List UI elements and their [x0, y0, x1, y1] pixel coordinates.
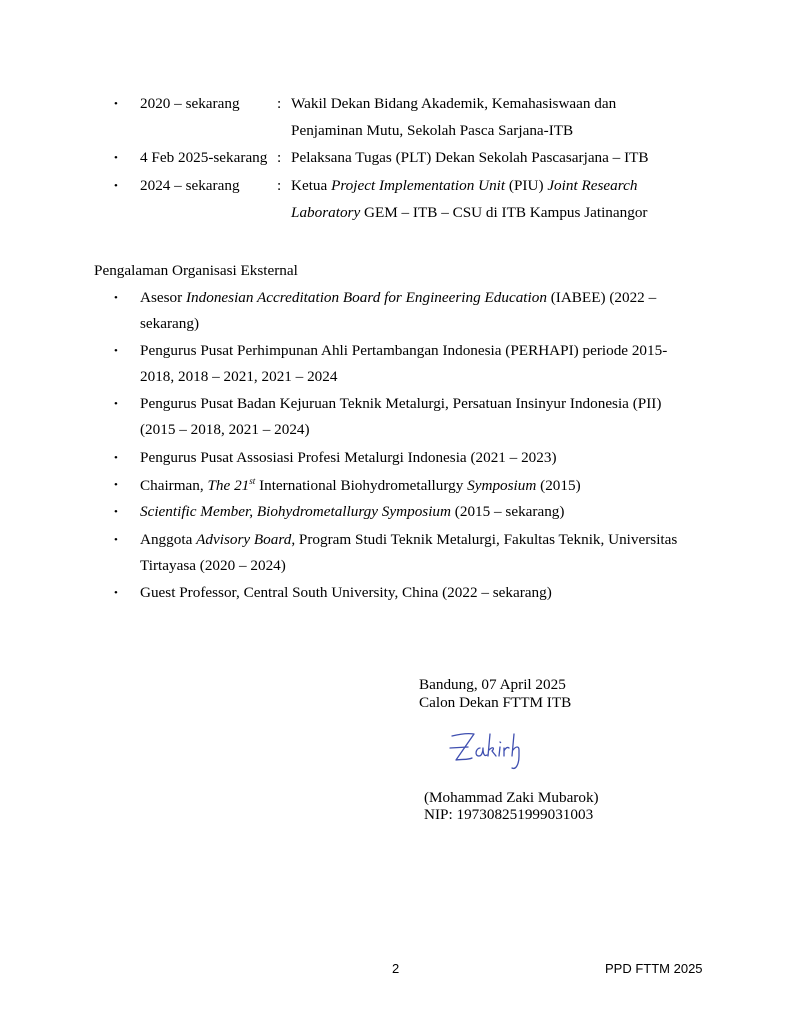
- list-item: Guest Professor, Central South University, China (2022 – sekarang): [140, 584, 552, 601]
- bullet: •: [114, 479, 118, 491]
- signature-image: [446, 726, 546, 774]
- bullet: •: [114, 152, 118, 164]
- role-text: Laboratory GEM – ITB – CSU di ITB Kampus Jatinangor: [291, 204, 648, 221]
- role-period: 4 Feb 2025-sekarang: [140, 149, 268, 166]
- page-number: 2: [392, 961, 400, 976]
- signatory-name: (Mohammad Zaki Mubarok): [424, 789, 599, 806]
- list-item: Scientific Member, Biohydrometallurgy Symposium (2015 – sekarang): [140, 503, 565, 520]
- bullet: •: [114, 292, 118, 304]
- position-title: Calon Dekan FTTM ITB: [419, 694, 572, 711]
- place-date: Bandung, 07 April 2025: [419, 676, 566, 693]
- bullet: •: [114, 452, 118, 464]
- list-item-cont: (2015 – 2018, 2021 – 2024): [140, 421, 310, 438]
- role-period: 2020 – sekarang: [140, 95, 240, 112]
- list-item-cont: 2018, 2018 – 2021, 2021 – 2024: [140, 368, 338, 385]
- list-item-cont: sekarang): [140, 315, 200, 332]
- list-item: Asesor Indonesian Accreditation Board for Engineering Education (IABEE) (2022 –: [140, 289, 657, 306]
- list-item: Pengurus Pusat Badan Kejuruan Teknik Metalurgi, Persatuan Insinyur Indonesia (PII): [140, 395, 662, 412]
- colon: :: [277, 149, 282, 166]
- role-period: 2024 – sekarang: [140, 177, 240, 194]
- list-item: Pengurus Pusat Assosiasi Profesi Metalurgi Indonesia (2021 – 2023): [140, 449, 557, 466]
- role-text: Ketua Project Implementation Unit (PIU) Joint Research: [291, 177, 638, 194]
- document-code: PPD FTTM 2025: [605, 961, 703, 976]
- list-item-cont: Tirtayasa (2020 – 2024): [140, 557, 286, 574]
- bullet: •: [114, 587, 118, 599]
- list-item: Anggota Advisory Board, Program Studi Teknik Metalurgi, Fakultas Teknik, Universitas: [140, 531, 678, 548]
- colon: :: [277, 177, 282, 194]
- signatory-nip: NIP: 197308251999031003: [424, 806, 594, 823]
- bullet: •: [114, 534, 118, 546]
- bullet: •: [114, 98, 118, 110]
- bullet: •: [114, 345, 118, 357]
- colon: :: [277, 95, 282, 112]
- bullet: •: [114, 506, 118, 518]
- section-title: Pengalaman Organisasi Eksternal: [94, 262, 298, 279]
- list-item: Chairman, The 21st International Biohydrometallurgy Symposium (2015): [140, 476, 581, 495]
- list-item: Pengurus Pusat Perhimpunan Ahli Pertambangan Indonesia (PERHAPI) periode 2015-: [140, 342, 668, 359]
- bullet: •: [114, 180, 118, 192]
- role-text: Penjaminan Mutu, Sekolah Pasca Sarjana-ITB: [291, 122, 574, 139]
- role-text: Pelaksana Tugas (PLT) Dekan Sekolah Pascasarjana – ITB: [291, 149, 649, 166]
- role-text: Wakil Dekan Bidang Akademik, Kemahasiswaan dan: [291, 95, 617, 112]
- bullet: •: [114, 398, 118, 410]
